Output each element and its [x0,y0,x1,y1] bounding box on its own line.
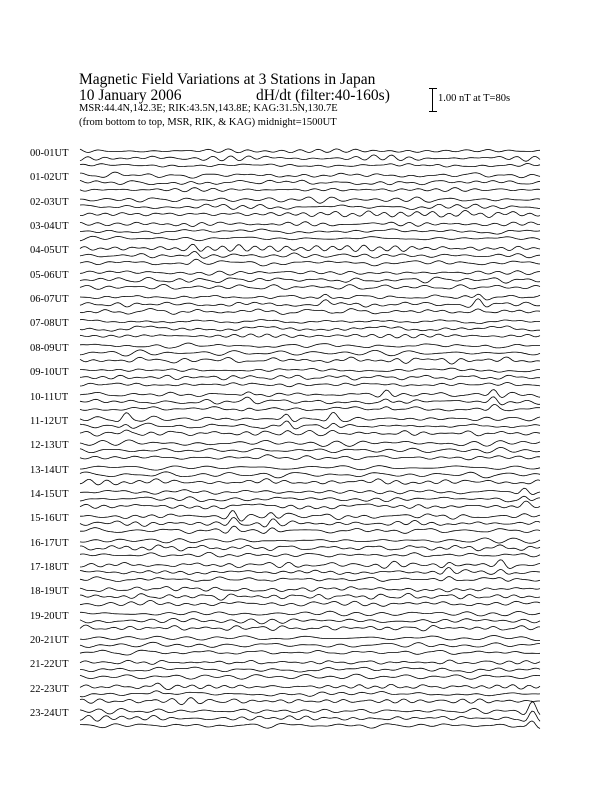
trace-kag-14-15ut [80,488,540,494]
hour-label: 20-21UT [30,635,69,646]
trace-msr-09-10ut [80,383,540,387]
trace-msr-12-13ut [80,455,540,460]
hour-label: 04-05UT [30,245,69,257]
trace-msr-19-20ut [80,625,540,631]
trace-rik-22-23ut [80,691,540,697]
trace-kag-18-19ut [80,587,540,592]
trace-rik-00-01ut [80,155,540,161]
trace-kag-22-23ut [80,683,540,690]
hour-label: 06-07UT [30,294,69,306]
trace-msr-14-15ut [80,501,540,509]
hour-label: 12-13UT [30,440,69,452]
trace-rik-15-16ut [80,517,540,527]
scale-label: 1.00 nT at T=80s [438,93,511,104]
trace-rik-10-11ut [80,397,540,405]
trace-rik-21-22ut [80,667,540,672]
trace-kag-08-09ut [80,343,540,348]
trace-kag-06-07ut [80,294,540,300]
trace-msr-17-18ut [80,577,540,582]
trace-kag-04-05ut [80,244,540,251]
hour-label: 15-16UT [30,513,69,525]
station-coordinates: MSR:44.4N,142.3E; RIK:43.5N,143.8E; KAG:31.5N,130.7E [79,103,338,114]
hour-label: 08-09UT [30,342,69,354]
trace-rik-09-10ut [80,375,540,380]
hour-label: 22-23UT [30,683,69,695]
trace-rik-23-24ut [80,711,540,721]
trace-kag-00-01ut [80,149,540,153]
trace-kag-21-22ut [80,660,540,664]
trace-rik-03-04ut [80,229,540,234]
trace-msr-15-16ut [80,526,540,533]
trace-kag-01-02ut [80,172,540,178]
hour-label: 17-18UT [30,561,69,573]
trace-msr-02-03ut [80,211,540,218]
trace-rik-17-18ut [80,568,540,575]
hour-label: 21-22UT [30,659,69,671]
hour-label: 19-20UT [30,610,69,622]
hour-label: 02-03UT [30,196,69,208]
trace-rik-11-12ut [80,421,540,429]
trace-kag-13-14ut [80,466,540,470]
trace-msr-06-07ut [80,309,540,315]
trace-msr-00-01ut [80,164,540,168]
trace-msr-18-19ut [80,600,540,606]
hour-label: 18-19UT [30,586,69,598]
hour-label: 14-15UT [30,488,69,500]
trace-msr-22-23ut [80,698,540,705]
trace-kag-12-13ut [80,440,540,446]
trace-msr-23-24ut [80,721,540,729]
hour-label: 01-02UT [30,172,69,184]
trace-msr-16-17ut [80,552,540,557]
trace-rik-02-03ut [80,204,540,209]
trace-kag-10-11ut [80,390,540,398]
trace-msr-01-02ut [80,188,540,192]
trace-rik-04-05ut [80,251,540,258]
trace-kag-09-10ut [80,368,540,372]
trace-kag-02-03ut [80,197,540,203]
trace-msr-04-05ut [80,259,540,266]
hour-label: 13-14UT [30,464,69,476]
trace-msr-11-12ut [80,430,540,436]
hour-label: 00-01UT [30,148,69,159]
hour-label: 11-12UT [30,415,69,427]
trace-rik-13-14ut [80,472,540,478]
trace-kag-05-06ut [80,271,540,275]
trace-kag-03-04ut [80,222,540,227]
trace-kag-23-24ut [80,702,540,715]
trace-rik-12-13ut [80,447,540,453]
trace-msr-05-06ut [80,284,540,289]
hour-label: 10-11UT [30,391,69,403]
trace-rik-01-02ut [80,180,540,185]
hour-label: 23-24UT [30,708,69,720]
trace-kag-11-12ut [80,412,540,421]
hour-label: 05-06UT [30,269,69,281]
trace-rik-20-21ut [80,642,540,647]
trace-kag-07-08ut [80,320,540,324]
trace-msr-03-04ut [80,236,540,241]
trace-msr-08-09ut [80,357,540,364]
trace-kag-17-18ut [80,560,540,569]
trace-rik-08-09ut [80,350,540,356]
trace-msr-13-14ut [80,479,540,485]
station-order-note: (from bottom to top, MSR, RIK, & KAG) midnight=1500UT [79,117,337,128]
trace-kag-20-21ut [80,636,540,641]
trace-msr-21-22ut [80,674,540,679]
trace-kag-16-17ut [80,538,540,543]
hour-label: 07-08UT [30,318,69,330]
trace-rik-06-07ut [80,299,540,308]
chart-quantity: dH/dt (filter:40-160s) [256,87,390,104]
trace-rik-14-15ut [80,496,540,502]
trace-rik-05-06ut [80,277,540,283]
hour-label: 03-04UT [30,221,69,233]
trace-rik-07-08ut [80,326,540,331]
trace-rik-18-19ut [80,593,540,600]
trace-kag-19-20ut [80,611,540,616]
trace-msr-20-21ut [80,650,540,655]
trace-rik-16-17ut [80,545,540,551]
trace-kag-15-16ut [80,511,540,521]
chart-date: 10 January 2006 [79,87,182,104]
hour-label: 09-10UT [30,367,69,379]
chart-title: Magnetic Field Variations at 3 Stations in Japan [79,71,376,88]
hour-label: 16-17UT [30,537,69,549]
trace-msr-07-08ut [80,334,540,338]
trace-rik-19-20ut [80,618,540,624]
trace-msr-10-11ut [80,404,540,411]
